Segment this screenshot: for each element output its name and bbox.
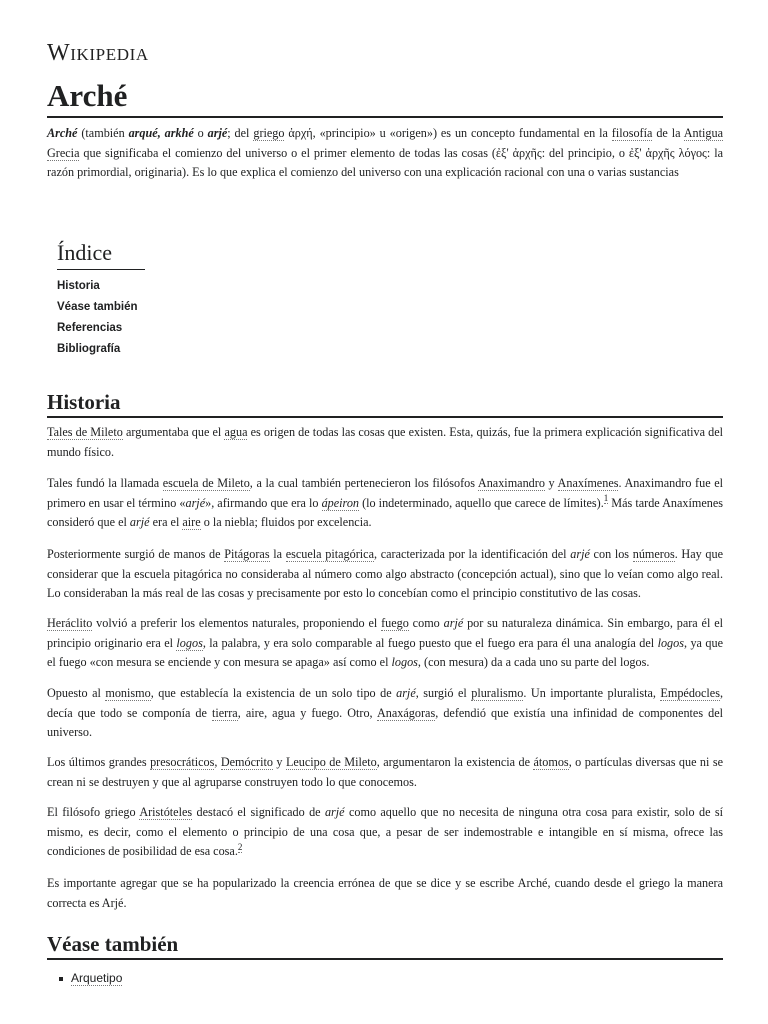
term-arje: arjé	[129, 515, 150, 529]
paragraph-5	[47, 684, 723, 743]
text: », afirmando que era lo	[205, 495, 322, 510]
text: ; del	[227, 126, 254, 140]
text: , decía que todo se componía de	[47, 686, 724, 720]
link-anaximenes[interactable]: Anaxímenes	[557, 476, 619, 490]
text: , la palabra, y era solo comparable al fuego puesto que el fuego era para él una analogía del	[202, 635, 658, 650]
text: argumentaba que el	[122, 425, 225, 439]
text: , (con mesura) da a cada uno su parte del logos.	[417, 655, 650, 669]
link-monismo[interactable]: monismo	[105, 686, 151, 700]
link-atomos[interactable]: átomos	[533, 755, 569, 769]
text: (lo indeterminado, aquello que carece de límites).	[359, 495, 604, 510]
see-also-list	[47, 969, 723, 987]
term-arje: arjé	[570, 547, 590, 561]
logo-text: Wikipedia	[47, 40, 149, 66]
text: , a la cual también pertenecieron los filósofos	[249, 476, 478, 490]
text: El filósofo griego	[47, 805, 140, 819]
text: , argumentaron la existencia de	[376, 755, 534, 769]
text: de la	[652, 126, 684, 140]
text: y	[272, 755, 286, 769]
term-arje: arjé	[443, 616, 464, 630]
term-alt: arqué, arkhé	[128, 126, 194, 140]
text: ,	[214, 755, 221, 769]
text: , que establecía la existencia de un solo tipo de	[150, 686, 397, 700]
link-escuela-mileto[interactable]: escuela de Mileto	[162, 476, 250, 490]
term-logos: logos	[176, 635, 203, 650]
link-escuela-pitagorica[interactable]: escuela pitagórica	[285, 547, 374, 561]
term-apeiron: ápeiron	[321, 495, 360, 510]
text: o la niebla; fluidos por excelencia.	[200, 515, 372, 529]
text: era el	[149, 515, 183, 529]
link-aire[interactable]: aire	[182, 515, 201, 529]
text: . Un importante pluralista,	[523, 686, 661, 700]
text: , caracterizada por la identificación del	[373, 547, 571, 561]
paragraph-6	[47, 753, 723, 792]
text: Posteriormente surgió de manos de	[47, 547, 225, 561]
table-of-contents	[57, 238, 257, 360]
text: como	[408, 616, 444, 630]
text: , defendió que existía una infinidad de componentes del universo.	[47, 705, 724, 739]
text: Los últimos grandes	[47, 755, 151, 769]
paragraph-1	[47, 423, 723, 462]
text: con los	[589, 547, 633, 561]
term-arche: Arché	[47, 126, 78, 140]
list-item	[59, 969, 723, 987]
link-logos[interactable]	[176, 636, 202, 651]
text: y	[544, 476, 558, 490]
link-anaxagoras[interactable]: Anaxágoras	[377, 705, 436, 720]
section-heading-historia: Historia	[47, 388, 723, 418]
term-arje: arjé	[185, 495, 206, 510]
paragraph-8	[47, 874, 723, 913]
wikipedia-logo[interactable]	[47, 40, 149, 67]
text: volvió a preferir los elementos naturales, proponiendo el	[92, 616, 382, 630]
toc-item-vease-tambien[interactable]: Véase también	[57, 301, 138, 313]
text: , ya que el fuego «con mesura se enciende y con mesura se apaga» así como el	[47, 635, 723, 669]
link-tales[interactable]: Tales de Mileto	[47, 425, 123, 439]
term-arje: arjé	[324, 805, 345, 819]
toc-item-bibliografia[interactable]: Bibliografía	[57, 343, 121, 355]
link-griego[interactable]: griego	[253, 126, 285, 140]
term-logos: logos	[657, 635, 684, 650]
reference-1[interactable]: 1	[603, 493, 609, 504]
section-heading-vease-tambien: Véase también	[47, 930, 723, 960]
text: que significaba el comienzo del universo o el primer elemento de todas las cosas (ἐξ' ἀρχῆς: del principio, o ἐξ' ἀρχῆς λόγος: la razón primordial, originaria). Es lo que explica el comienzo del universo con una explicación racional con una o varias sustancias	[47, 145, 723, 179]
paragraph-7	[47, 803, 723, 862]
toc-item-historia[interactable]: Historia	[57, 280, 100, 292]
link-pitagoras[interactable]: Pitágoras	[224, 547, 270, 561]
link-agua[interactable]: agua	[224, 425, 248, 439]
paragraph-4	[47, 614, 723, 673]
text: ἀρχή, «principio» u «origen») es un concepto fundamental en la	[284, 126, 612, 140]
text: o	[193, 126, 208, 140]
link-democrito[interactable]: Demócrito	[220, 755, 273, 769]
paragraph-8-text: Es importante agregar que se ha popularizado la creencia errónea de que se dice y se escribe Arché, cuando desde el griego la manera correcta es Arjé.	[47, 876, 723, 910]
link-leucipo[interactable]: Leucipo de Mileto	[285, 755, 377, 769]
text: por su naturaleza dinámica. Sin embargo, para él el principio originario era el	[47, 616, 723, 650]
text: la	[269, 547, 286, 561]
link-numeros[interactable]: números	[632, 547, 675, 561]
link-anaximandro[interactable]: Anaximandro	[477, 476, 545, 490]
link-presocraticos[interactable]: presocráticos	[150, 755, 215, 769]
toc-item-referencias[interactable]: Referencias	[57, 322, 123, 334]
link-empedocles[interactable]: Empédocles	[660, 686, 720, 700]
link-antigua-grecia[interactable]: Antigua Grecia	[47, 126, 723, 160]
intro-paragraph	[47, 124, 723, 183]
link-filosofia[interactable]: filosofía	[611, 126, 653, 140]
link-tierra[interactable]: tierra	[212, 705, 238, 720]
text: Opuesto al	[47, 686, 106, 700]
link-fuego[interactable]: fuego	[381, 616, 409, 630]
text: . Hay que considerar que la escuela pitagórica no consideraba al número como algo abstracto (concepción actual), sino que lo veían como algo real. Lo consideraban la más real de las cosas y precisamente por esto lo concebían como el principio constitutivo de las cosas.	[47, 547, 723, 600]
link-aristoteles[interactable]: Aristóteles	[139, 805, 193, 819]
text: Más tarde Anaxímenes consideró que el	[47, 495, 724, 529]
text: como aquello que no necesita de ninguna otra cosa para existir, solo de sí mismo, es decir, como el elemento o principio de una cosa que, a pesar de ser indemostrable e intangible en sí misma, ofrece las condiciones de posibilidad de esa cosa.	[47, 805, 723, 858]
link-apeiron[interactable]	[322, 496, 359, 511]
link-arquetipo[interactable]: Arquetipo	[71, 971, 123, 985]
text: . Anaximandro fue el primero en usar el término «	[47, 476, 724, 510]
text: Tales fundó la llamada	[47, 476, 163, 490]
text: , o partículas diversas que ni se crean ni se destruyen y que al agruparse construyen todo lo que conocemos.	[47, 755, 723, 789]
text: , aire, agua y fuego. Otro,	[237, 705, 377, 720]
term-arje: arjé	[207, 126, 228, 140]
link-heraclito[interactable]: Heráclito	[47, 616, 93, 630]
paragraph-2	[47, 474, 723, 533]
reference-2[interactable]: 2	[237, 841, 243, 852]
link-pluralismo[interactable]: pluralismo	[471, 686, 524, 700]
text: destacó el significado de	[192, 805, 325, 819]
text: (también	[77, 126, 129, 140]
term-logos: logos	[391, 655, 418, 669]
text: es origen de todas las cosas que existen. Esta, quizás, fue la primera explicación significativa del mundo físico.	[47, 425, 724, 459]
term-arje: arjé	[396, 686, 416, 700]
paragraph-3	[47, 545, 723, 604]
toc-heading: Índice	[57, 238, 145, 270]
text: , surgió el	[415, 686, 472, 700]
page-title: Arché	[47, 76, 723, 118]
